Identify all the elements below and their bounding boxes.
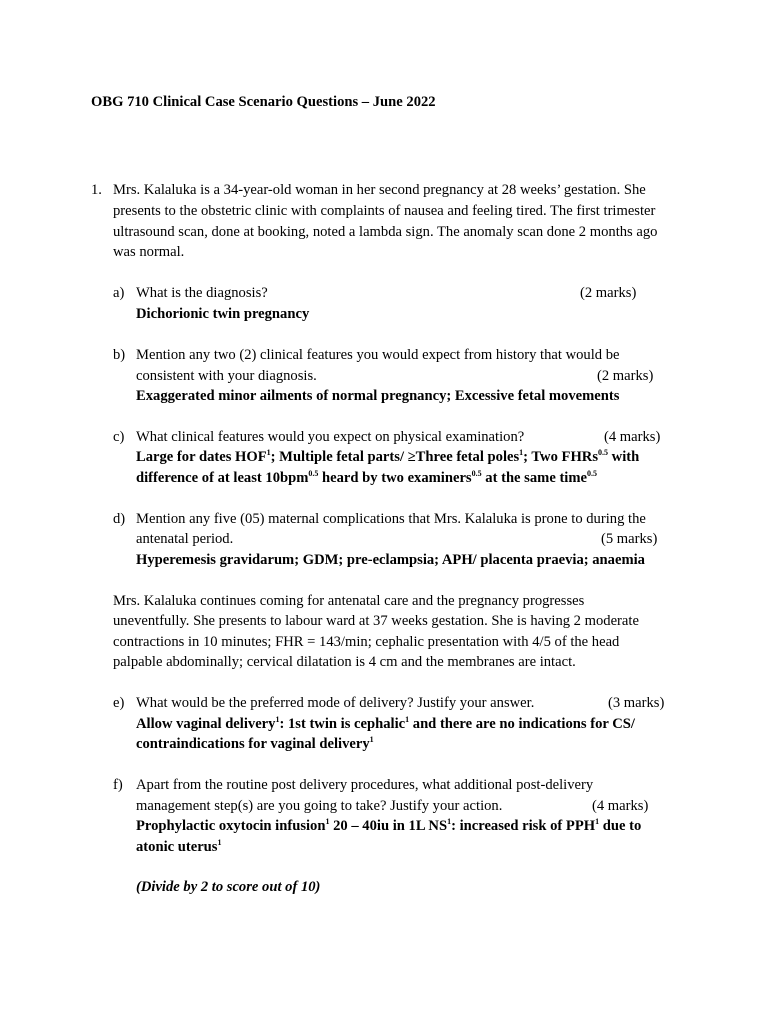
question-stem-line: Mrs. Kalaluka is a 34-year-old woman in her second pregnancy at 28 weeks’ gestation. She bbox=[113, 182, 646, 198]
subquestion-e-answer-line: contraindications for vaginal delivery$^1$ bbox=[136, 735, 374, 752]
subquestion-b-text: Mention any two (2) clinical features you would expect from history that would be bbox=[136, 347, 620, 363]
subquestion-d-marks: (5 marks) bbox=[601, 531, 658, 547]
scoring-note: (Divide by 2 to score out of 10) bbox=[136, 879, 321, 895]
subquestion-f-letter: f) bbox=[113, 777, 123, 793]
question-stem-line: presents to the obstetric clinic with complaints of nausea and feeling tired. The first trimester bbox=[113, 203, 656, 219]
subquestion-d-text: antenatal period. bbox=[136, 531, 234, 547]
subquestion-d-letter: d) bbox=[113, 511, 126, 527]
subquestion-b-letter: b) bbox=[113, 347, 126, 363]
subquestion-c-marks: (4 marks) bbox=[604, 429, 661, 445]
subquestion-f-marks: (4 marks) bbox=[592, 798, 649, 814]
subquestion-f-answer-line: Prophylactic oxytocin infusion$^1$ 20 – 40iu in 1L $NS^1$: increased risk of PPH$^1$ due to bbox=[136, 817, 642, 834]
continuation-line: Mrs. Kalaluka continues coming for antenatal care and the pregnancy progresses bbox=[113, 593, 585, 609]
question-stem-line: ultrasound scan, done at booking, noted a lambda sign. The anomaly scan done 2 months ago bbox=[113, 224, 658, 240]
subquestion-c-answer-line: Large for dates HOF$^1$; Multiple fetal parts/ ≥Three fetal poles$^1$; Two FHRs$^{0.5}$ with bbox=[136, 448, 640, 465]
subquestion-e-letter: e) bbox=[113, 695, 125, 711]
subquestion-e-text: What would be the preferred mode of delivery? Justify your answer. bbox=[136, 695, 535, 711]
subquestion-f-answer-line: atonic uterus$^1$ bbox=[136, 838, 222, 855]
subquestion-c-letter: c) bbox=[113, 429, 125, 445]
subquestion-b-marks: (2 marks) bbox=[597, 368, 654, 384]
subquestion-f-text: management step(s) are you going to take? Justify your action. bbox=[136, 798, 503, 814]
page-title: OBG 710 Clinical Case Scenario Questions – June 2022 bbox=[91, 94, 436, 110]
question-number: 1. bbox=[91, 182, 102, 198]
subquestion-c-text: What clinical features would you expect on physical examination? bbox=[136, 429, 525, 445]
subquestion-a-text: What is the diagnosis? bbox=[136, 285, 268, 301]
subquestion-d-text: Mention any five (05) maternal complications that Mrs. Kalaluka is prone to during the bbox=[136, 511, 646, 527]
continuation-line: palpable abdominally; cervical dilatation is 4 cm and the membranes are intact. bbox=[113, 654, 576, 670]
subquestion-f-text: Apart from the routine post delivery procedures, what additional post-delivery bbox=[136, 777, 594, 793]
question-stem-line: was normal. bbox=[113, 244, 185, 260]
subquestion-e-marks: (3 marks) bbox=[608, 695, 665, 711]
subquestion-b-text: consistent with your diagnosis. bbox=[136, 368, 317, 384]
subquestion-d-answer: Hyperemesis gravidarum; GDM; pre-eclampsia; APH/ placenta praevia; anaemia bbox=[136, 552, 645, 568]
subquestion-a-letter: a) bbox=[113, 285, 125, 301]
subquestion-b-answer: Exaggerated minor ailments of normal pregnancy; Excessive fetal movements bbox=[136, 388, 620, 404]
subquestion-e-answer-line: Allow vaginal delivery$^1$: 1st twin is cephalic$^1$ and there are no indications for CS/ bbox=[136, 715, 635, 732]
subquestion-a-answer: Dichorionic twin pregnancy bbox=[136, 306, 310, 322]
continuation-line: contractions in 10 minutes; FHR = 143/min; cephalic presentation with 4/5 of the head bbox=[113, 634, 620, 650]
continuation-line: uneventfully. She presents to labour ward at 37 weeks gestation. She is having 2 moderate bbox=[113, 613, 639, 629]
subquestion-c-answer-line: difference of at least 10bpm$^{0.5}$ heard by two examiners$^{0.5}$ at the same time$^{0.5}$ bbox=[136, 469, 597, 486]
subquestion-a-marks: (2 marks) bbox=[580, 285, 637, 301]
